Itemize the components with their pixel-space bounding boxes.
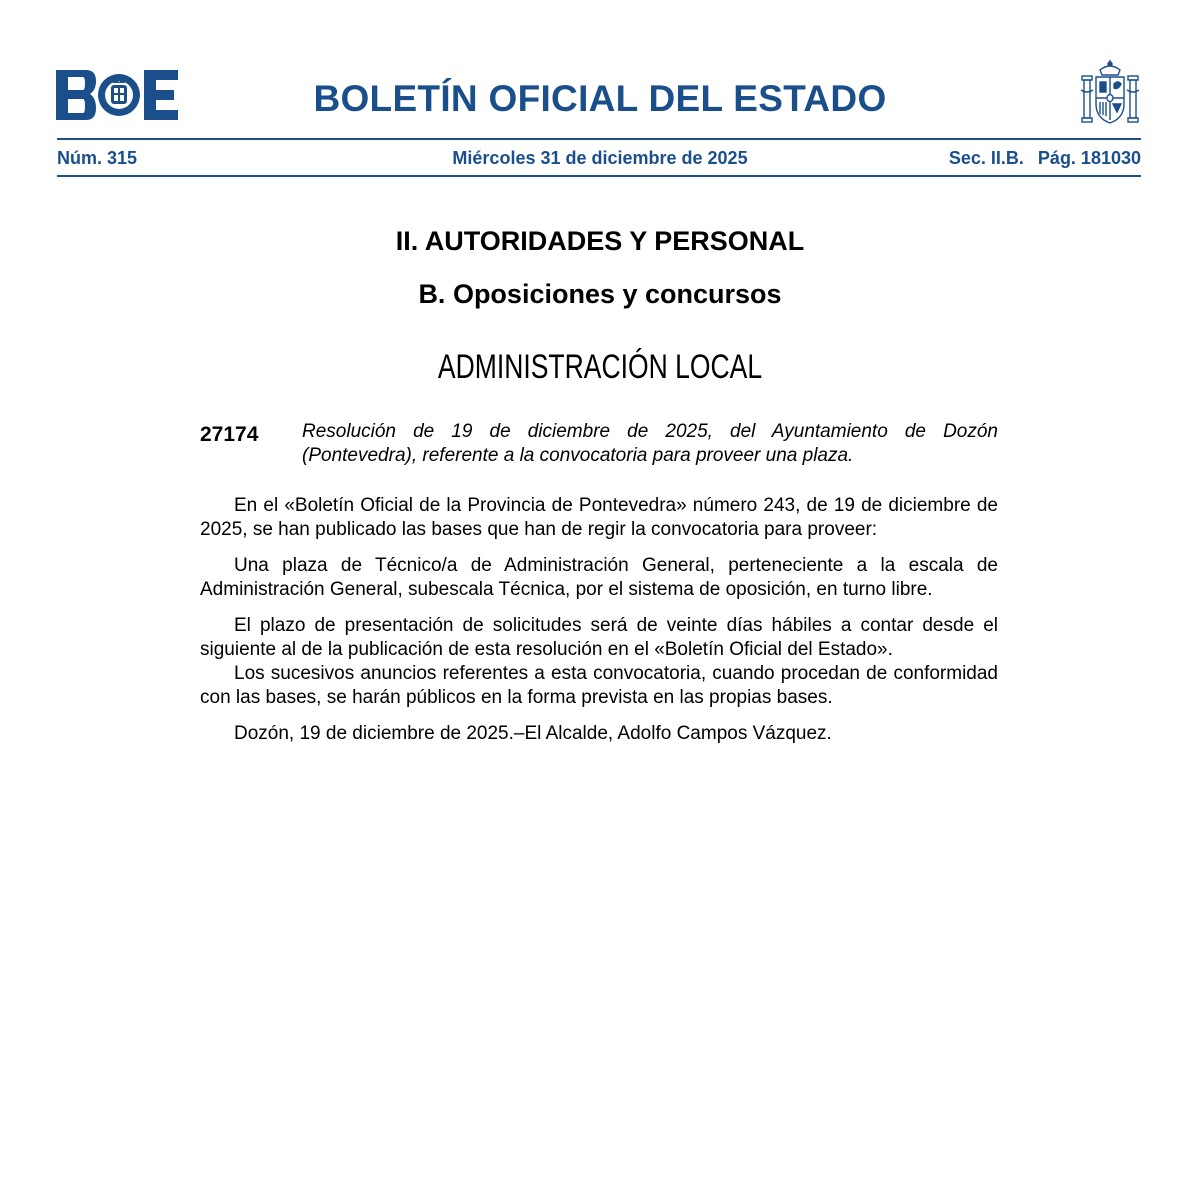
section-page-info <box>949 147 1141 169</box>
header-rule-top <box>57 138 1141 140</box>
body-paragraph: El plazo de presentación de solicitudes será de veinte días hábiles a contar desde el siguiente al de la publicación de esta resolución en el «Boletín Oficial del Estado». <box>200 615 998 660</box>
section-code: Sec. II.B. <box>948 148 1024 168</box>
issue-date: Miércoles 31 de diciembre de 2025 <box>452 148 748 168</box>
boe-logo-icon <box>56 70 178 120</box>
resolution-body <box>200 494 998 758</box>
body-paragraph: Una plaza de Técnico/a de Administración General, perteneciente a la escala de Administración General, subescala Técnica, por el sistema de oposición, en turno libre. <box>200 555 998 600</box>
subsection-heading: B. Oposiciones y concursos <box>418 279 782 309</box>
resolution-number: 27174 <box>200 423 259 446</box>
resolution-title: Resolución de 19 de diciembre de 2025, del Ayuntamiento de Dozón (Pontevedra), referente a la convocatoria para proveer una plaza. <box>302 421 998 466</box>
body-paragraph: Los sucesivos anuncios referentes a esta convocatoria, cuando procedan de conformidad con las bases, se harán públicos en la forma prevista en las propias bases. <box>200 663 998 708</box>
bulletin-title: BOLETÍN OFICIAL DEL ESTADO <box>313 78 887 119</box>
page-number: Pág. 181030 <box>1037 148 1141 168</box>
body-paragraph: En el «Boletín Oficial de la Provincia de Pontevedra» número 243, de 19 de diciembre de 2025, se han publicado las bases que han de regir la convocatoria para proveer: <box>200 495 998 540</box>
issue-number: Núm. 315 <box>57 148 138 168</box>
spain-coat-of-arms-icon <box>1078 60 1142 128</box>
signature-line: Dozón, 19 de diciembre de 2025.–El Alcalde, Adolfo Campos Vázquez. <box>234 723 832 744</box>
header-rule-bottom <box>57 175 1141 177</box>
area-heading: ADMINISTRACIÓN LOCAL <box>437 348 763 386</box>
section-heading: II. AUTORIDADES Y PERSONAL <box>395 226 805 256</box>
